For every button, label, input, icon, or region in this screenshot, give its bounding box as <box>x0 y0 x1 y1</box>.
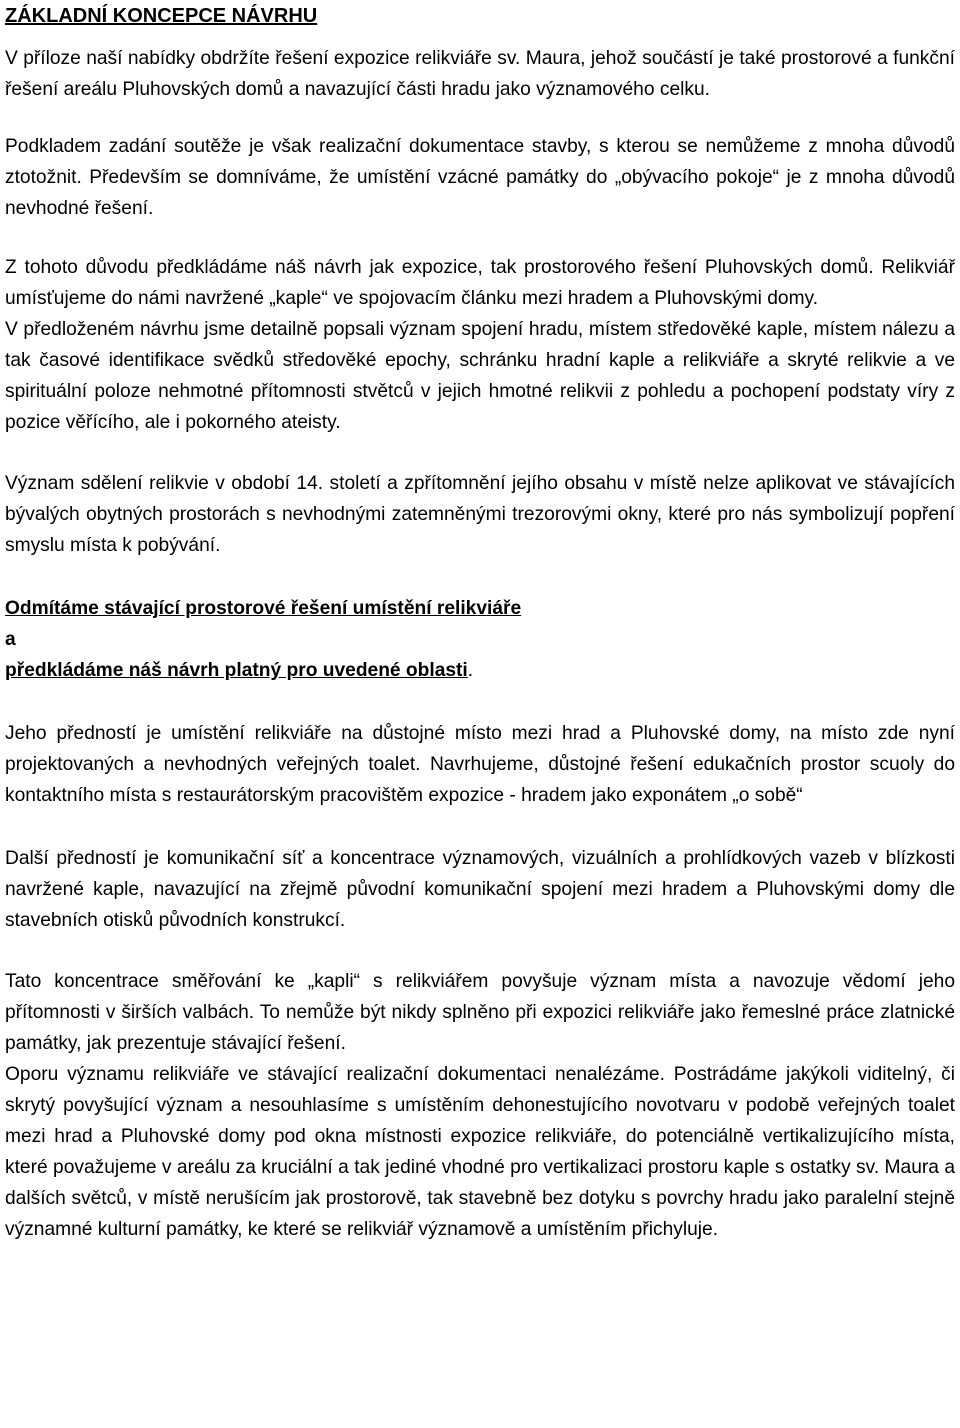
paragraph-basis: Podkladem zadání soutěže je však realizační dokumentace stavby, s kterou se nemůžeme z mnoha důvodů ztotožnit. Především se domníváme, že umístění vzácné památky do „obývacího pokoje“ je z mnoha důvodů nevhodné řešení. <box>5 136 955 219</box>
paragraph-proposal: Z tohoto důvodu předkládáme náš návrh jak expozice, tak prostorového řešení Pluhovských domů. Relikviář umísťujeme do námi navržené „kaple“ ve spojovacím článku mezi hradem a Pluhovskými domy. <box>5 257 955 309</box>
statement-period: . <box>467 660 474 681</box>
spacer <box>5 686 955 718</box>
spacer <box>5 936 955 966</box>
paragraph-meaning: Význam sdělení relikvie v období 14. století a zpřítomnění jejího obsahu v místě nelze aplikovat ve stávajících bývalých obytných prostorách s nevhodnými zatemněnými trezorovými okny, které pro nás symbolizují popření smyslu místa k pobývání. <box>5 473 955 556</box>
document-page <box>5 0 955 1245</box>
document-title: ZÁKLADNÍ KONCEPCE NÁVRHU <box>5 5 318 27</box>
spacer <box>5 438 955 468</box>
paragraph-detail: V předloženém návrhu jsme detailně popsali význam spojení hradu, místem středověké kaple, místem nálezu a tak časové identifikace svědků středověké epochy, schránku hradní kaple a relikviáře a skryté relikvie a ve spirituální poloze nehmotné přítomnosti stvětců v jejich hmotné relikvii z pohledu a pochopení podstaty víry z pozice věřícího, ale i pokorného ateisty. <box>5 319 955 433</box>
paragraph-advantage: Jeho předností je umístění relikviáře na důstojné místo mezi hrad a Pluhovské domy, na místo zde nyní projektovaných a nevhodných veřejných toalet. Navrhujeme, důstojné řešení edukačních prostor scuoly do kontaktního místa s restaurátorským pracovištěm expozice - hradem jako exponátem „o sobě“ <box>5 723 955 806</box>
statement-present-line <box>5 655 955 686</box>
statement-present: předkládáme náš návrh platný pro uvedené oblasti <box>5 660 468 681</box>
spacer <box>5 105 955 131</box>
paragraph-intro: V příloze naší nabídky obdržíte řešení expozice relikviáře sv. Maura, jehož součástí je také prostorové a funkční řešení areálu Pluhovských domů a navazující části hradu jako významového celku. <box>5 48 955 100</box>
spacer <box>5 31 955 43</box>
spacer <box>5 811 955 843</box>
paragraph-communication: Další předností je komunikační síť a koncentrace významových, vizuálních a prohlídkových vazeb v blízkosti navržené kaple, navazující na zřejmě původní komunikační spojení mezi hradem a Pluhovskými domy dle stavebních otisků původních konstrukcí. <box>5 848 955 931</box>
statement-and: a <box>5 629 16 650</box>
spacer <box>5 224 955 252</box>
spacer <box>5 561 955 593</box>
paragraph-concentration: Tato koncentrace směřování ke „kapli“ s relikviářem povyšuje význam místa a navozuje vědomí jeho přítomnosti v širších valbách. To nemůže být nikdy splněno při expozici relikviáře jako řemeslné práce zlatnické památky, jak prezentuje stávající řešení. <box>5 971 955 1054</box>
statement-reject: Odmítáme stávající prostorové řešení umístění relikviáře <box>5 598 522 619</box>
paragraph-support: Oporu významu relikviáře ve stávající realizační dokumentaci nenalézáme. Postrádáme jakýkoli viditelný, či skrytý povyšující význam a nesouhlasíme s umístěním dehonestujícího novotvaru v podobě veřejných toalet mezi hrad a Pluhovské domy pod okna místnosti expozice relikviáře, do potenciálně vertikalizujícího místa, které považujeme v areálu za kruciální a tak jediné vhodné pro vertikalizaci prostoru kaple s ostatky sv. Maura a dalších světců, v místě nerušícím jak prostorově, tak stavebně bez dotyku s povrchy hradu jako paralelní stejně významné kulturní památky, ke které se relikviář významově a umístěním přichyluje. <box>5 1064 955 1240</box>
